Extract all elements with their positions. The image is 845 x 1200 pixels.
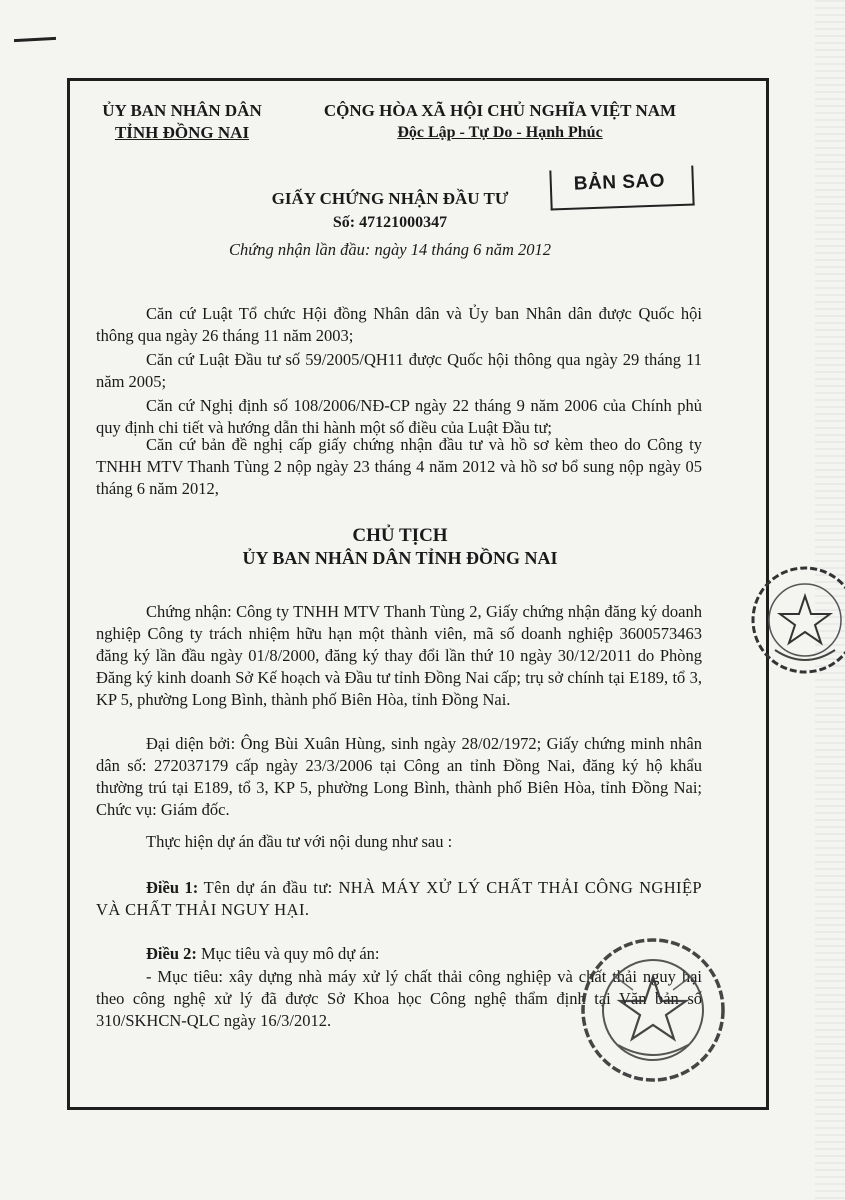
official-seal-icon xyxy=(578,935,728,1085)
scan-mark xyxy=(14,37,56,42)
document-number: Số: 47121000347 xyxy=(332,214,448,231)
copy-stamp-text: BẢN SAO xyxy=(573,170,666,195)
national-name: CỘNG HÒA XÃ HỘI CHỦ NGHĨA VIỆT NAM xyxy=(323,101,677,120)
basis-paragraph: Căn cứ Nghị định số 108/2006/NĐ-CP ngày 22 tháng 9 năm 2006 của Chính phủ quy định chi tiết và hướng dẫn thi hành một số điều của Luật Đầu tư; xyxy=(96,396,702,437)
national-header xyxy=(300,100,700,144)
implement-paragraph: Thực hiện dự án đầu tư với nội dung như sau : xyxy=(146,832,453,851)
chair-committee: ỦY BAN NHÂN DÂN TỈNH ĐỒNG NAI xyxy=(242,548,558,568)
copy-stamp xyxy=(549,165,694,210)
article-1-label: Điều 1: xyxy=(146,878,199,897)
representative-paragraph: Đại diện bởi: Ông Bùi Xuân Hùng, sinh ngày 28/02/1972; Giấy chứng minh nhân dân số: 272037179 cấp ngày 23/3/2006 tại Công an tỉnh Đồng Nai, đăng ký hộ khẩu thường trú tại E189, tổ 3, KP 5, phường Long Bình, thành phố Biên Hòa, tỉnh Đồng Nai; Chức vụ: Giám đốc. xyxy=(96,734,702,819)
article-1-text: Tên dự án đầu tư: NHÀ MÁY XỬ LÝ CHẤT THẢI CÔNG NGHIỆP VÀ CHẤT THẢI NGUY HẠI. xyxy=(96,878,703,919)
issuer-line2: TỈNH ĐỒNG NAI xyxy=(114,123,250,142)
chair-title: CHỦ TỊCH xyxy=(352,525,448,546)
issuer-line1: ỦY BAN NHÂN DÂN xyxy=(102,101,262,120)
basis-paragraph: Căn cứ Luật Đầu tư số 59/2005/QH11 được Quốc hội thông qua ngày 29 tháng 11 năm 2005; xyxy=(96,350,702,391)
chair-heading xyxy=(150,525,650,569)
document-title: GIẤY CHỨNG NHẬN ĐẦU TƯ xyxy=(271,189,509,208)
issuer-header xyxy=(92,100,272,144)
certify-paragraph: Chứng nhận: Công ty TNHH MTV Thanh Tùng 2, Giấy chứng nhận đăng ký doanh nghiệp Công ty trách nhiệm hữu hạn một thành viên, mã số doanh nghiệp 3600573463 đăng ký lần đầu ngày 01/8/2000, đăng ký thay đổi lần thứ 10 ngày 30/12/2011 do Phòng Đăng ký kinh doanh Sở Kế hoạch và Đầu tư tỉnh Đồng Nai cấp; trụ sở chính tại E189, tổ 3, KP 5, phường Long Bình, thành phố Biên Hòa, tỉnh Đồng Nai. xyxy=(96,602,702,709)
article-2-label: Điều 2: xyxy=(146,944,197,963)
article-1 xyxy=(96,877,702,921)
national-motto: Độc Lập - Tự Do - Hạnh Phúc xyxy=(397,124,603,141)
document-date: Chứng nhận lần đầu: ngày 14 tháng 6 năm 2012 xyxy=(228,240,552,259)
goal-paragraph: - Mục tiêu: xây dựng nhà máy xử lý chất thải công nghiệp và chất thải nguy hại theo công nghệ xử lý đã được Sở Khoa học Công nghệ thẩm định tại Văn bản số 310/SKHCN-QLC ngày 16/3/2012. xyxy=(96,967,702,1030)
basis-paragraph: Căn cứ bản đề nghị cấp giấy chứng nhận đầu tư và hồ sơ kèm theo do Công ty TNHH MTV Thanh Tùng 2 nộp ngày 23 tháng 4 năm 2012 và hồ sơ bổ sung nộp ngày 05 tháng 6 năm 2012, xyxy=(96,435,702,498)
article-2-text: Mục tiêu và quy mô dự án: xyxy=(201,944,380,963)
basis-paragraph: Căn cứ Luật Tổ chức Hội đồng Nhân dân và Ủy ban Nhân dân được Quốc hội thông qua ngày 26 tháng 11 năm 2003; xyxy=(96,304,702,345)
official-seal-icon xyxy=(735,560,845,685)
